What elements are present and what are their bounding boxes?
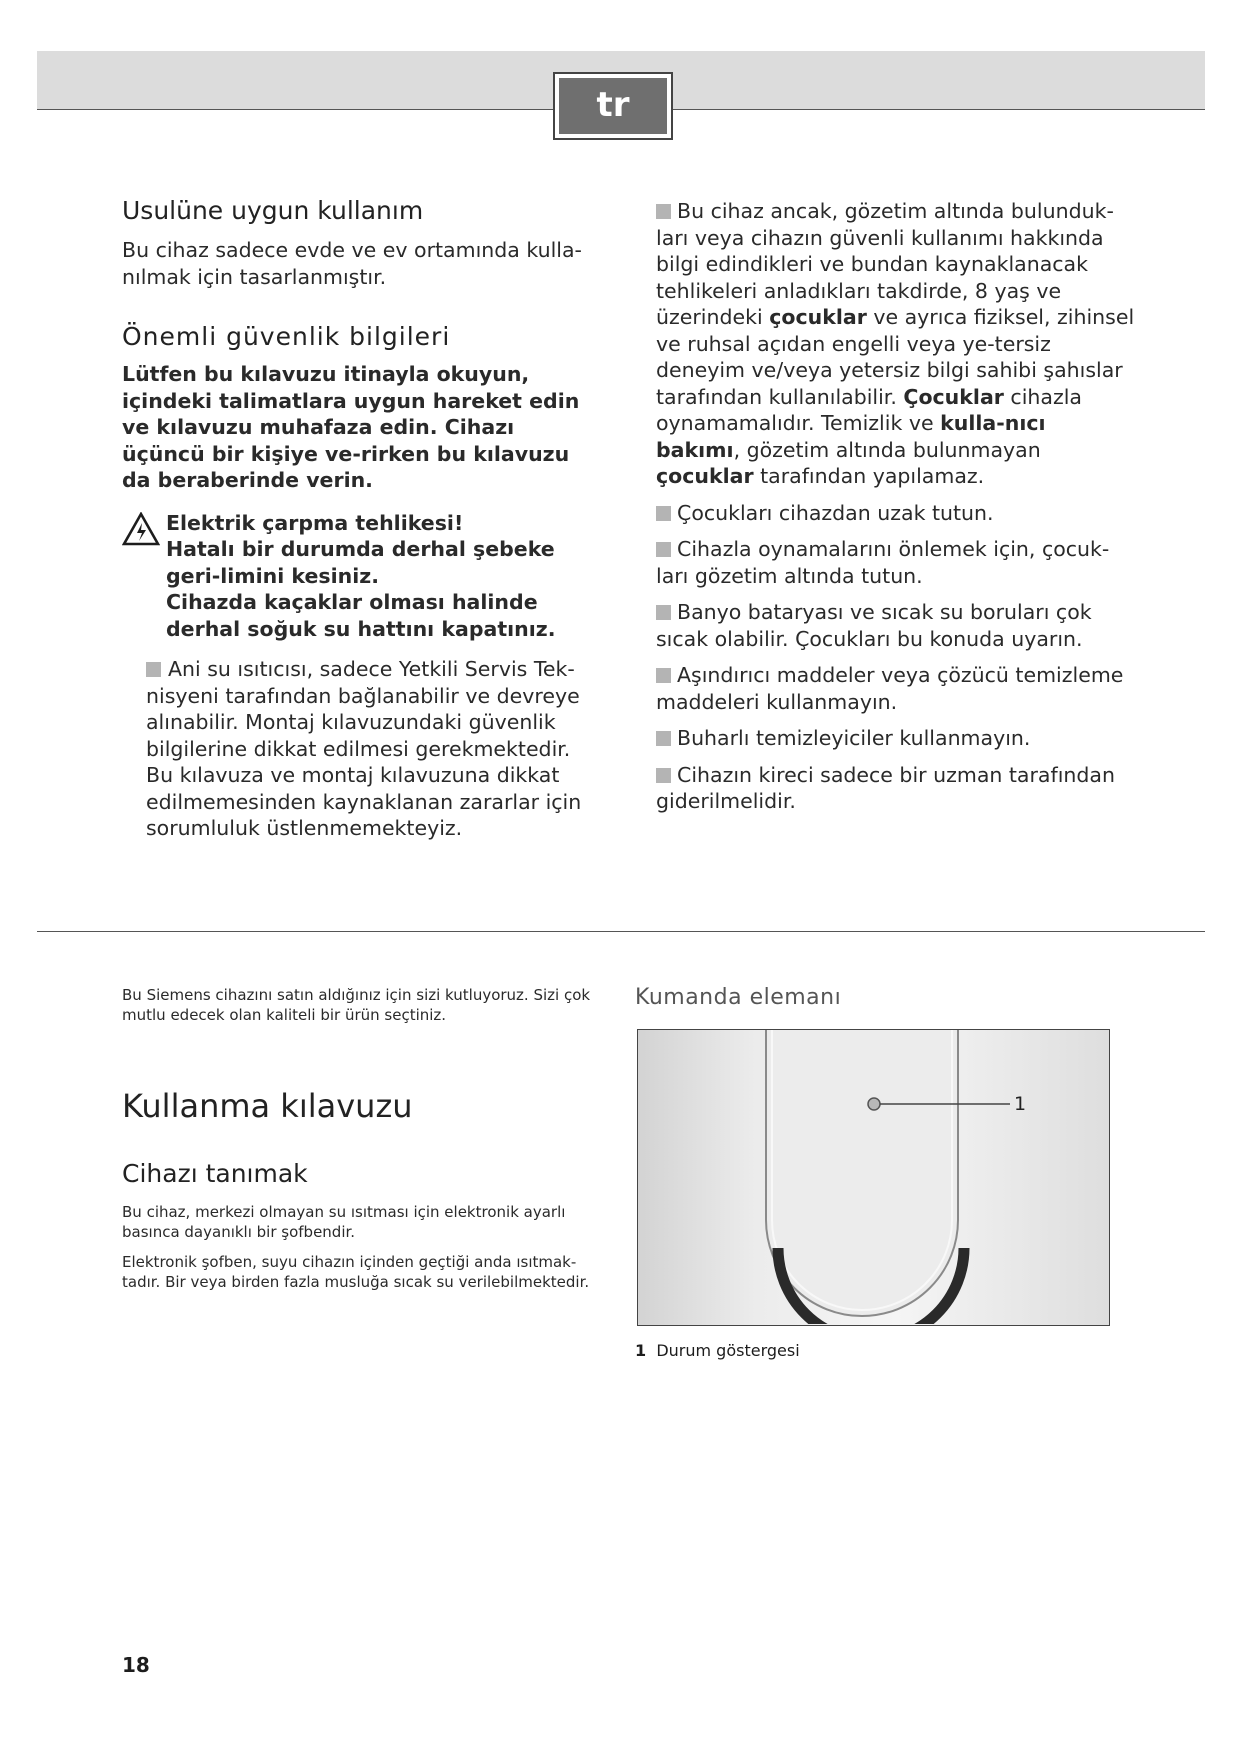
warning-block	[122, 510, 602, 643]
bullet-square-icon	[656, 542, 671, 557]
thanks-text: Bu Siemens cihazını satın aldığınız için sizi kutluyoruz. Sizi çok mutlu edecek olan kaliteli bir ürün seçtiniz.	[122, 986, 591, 1024]
language-tab	[553, 72, 673, 140]
warning-line-2: Cihazda kaçaklar olması halinde derhal soğuk su hattını kapatınız.	[166, 590, 556, 641]
manual-title: Kullanma kılavuzu	[122, 1087, 413, 1125]
control-element-diagram	[637, 1029, 1110, 1326]
device-para-1: Bu cihaz, merkezi olmayan su ısıtması için elektronik ayarlı basınca dayanıklı bir şofbendir.	[122, 1203, 566, 1241]
legend-text: Durum göstergesi	[656, 1341, 800, 1360]
bullet-install	[122, 656, 592, 842]
use-text: Bu cihaz sadece evde ve ev ortamında kulla-nılmak için tasarlanmıştır.	[122, 238, 582, 289]
bullet-install-text: Ani su ısıtıcısı, sadece Yetkili Servis Tek-nisyeni tarafından bağlanabilir ve devreye alınabilir. Montaj kılavuzundaki güvenlik bilgilerine dikkat edilmesi gerekmektedir. Bu kılavuza ve montaj kılavuzuna dikkat edilmemesinden kaynaklanan zararlar için sorumluluk üstlenmemekteyiz.	[146, 657, 582, 840]
bullet-square-icon	[656, 204, 671, 219]
bullet-square-icon	[656, 731, 671, 746]
bullet-square-icon	[656, 768, 671, 783]
section-title-use: Usulüne uygun kullanım	[122, 196, 424, 225]
bullet-item: Banyo bataryası ve sıcak su boruları çok sıcak olabilir. Çocukları bu konuda uyarın.	[656, 600, 1092, 651]
bullet-item: Cihazın kireci sadece bir uzman tarafından giderilmelidir.	[656, 762, 1115, 813]
bullet-item: Aşındırıcı maddeler veya çözücü temizleme maddeleri kullanmayın.	[656, 663, 1124, 714]
safety-intro: Lütfen bu kılavuzu itinayla okuyun, içindeki talimatlara uygun hareket edin ve kılavuzu muhafaza edin. Cihazı üçüncü bir kişiye ve-rirken bu kılavuzu da beraberinde verin.	[122, 362, 580, 492]
legend-number: 1	[635, 1341, 647, 1360]
bullet-children: Bu cihaz ancak, gözetim altında bulunduk-ları veya cihazın güvenli kullanımı hakkında bilgi edindikleri ve bundan kaynaklanacak tehlikeleri anladıkları takdirde, 8 yaş ve üzerindeki çocuklar ve ayrıca fiziksel, zihinsel ve ruhsal açıdan engelli veya ye-tersiz deneyim ve/veya yetersiz bilgi sahibi şahıslar tarafından kullanılabilir. Çocuklar cihazla oynamamalıdır. Temizlik ve kulla-nıcı bakımı, gözetim altında bulunmayan çocuklar tarafından yapılamaz.	[656, 199, 1135, 488]
device-subtitle: Cihazı tanımak	[122, 1159, 308, 1188]
warning-line-1: Hatalı bir durumda derhal şebeke geri-limini kesiniz.	[166, 537, 555, 588]
callout-number: 1	[1014, 1093, 1027, 1115]
page-number: 18	[122, 1653, 150, 1677]
bullet-item: Cihazla oynamalarını önlemek için, çocuk-ları gözetim altında tutun.	[656, 537, 1110, 588]
section-title-safety: Önemli güvenlik bilgileri	[122, 322, 451, 351]
section-divider	[37, 931, 1205, 932]
bottom-left-column	[122, 985, 602, 1292]
bullet-square-icon	[146, 662, 161, 677]
bullet-square-icon	[656, 506, 671, 521]
control-panel-drawing	[638, 1030, 1108, 1324]
left-column	[122, 196, 602, 842]
language-tab-label: tr	[559, 78, 667, 134]
legend	[635, 1341, 800, 1360]
bullet-item: Çocukları cihazdan uzak tutun.	[656, 500, 1136, 527]
bullet-square-icon	[656, 605, 671, 620]
device-para-2: Elektronik şofben, suyu cihazın içinden geçtiği anda ısıtmak-tadır. Bir veya birden fazla musluğa sıcak su verilebilmektedir.	[122, 1253, 590, 1291]
control-title: Kumanda elemanı	[635, 985, 842, 1010]
bullet-item: Buharlı temizleyiciler kullanmayın.	[656, 725, 1136, 752]
right-column	[656, 198, 1136, 825]
status-indicator-dot	[868, 1098, 880, 1110]
warning-title: Elektrik çarpma tehlikesi!	[166, 510, 464, 535]
warning-triangle-icon	[122, 512, 160, 546]
bullet-square-icon	[656, 668, 671, 683]
